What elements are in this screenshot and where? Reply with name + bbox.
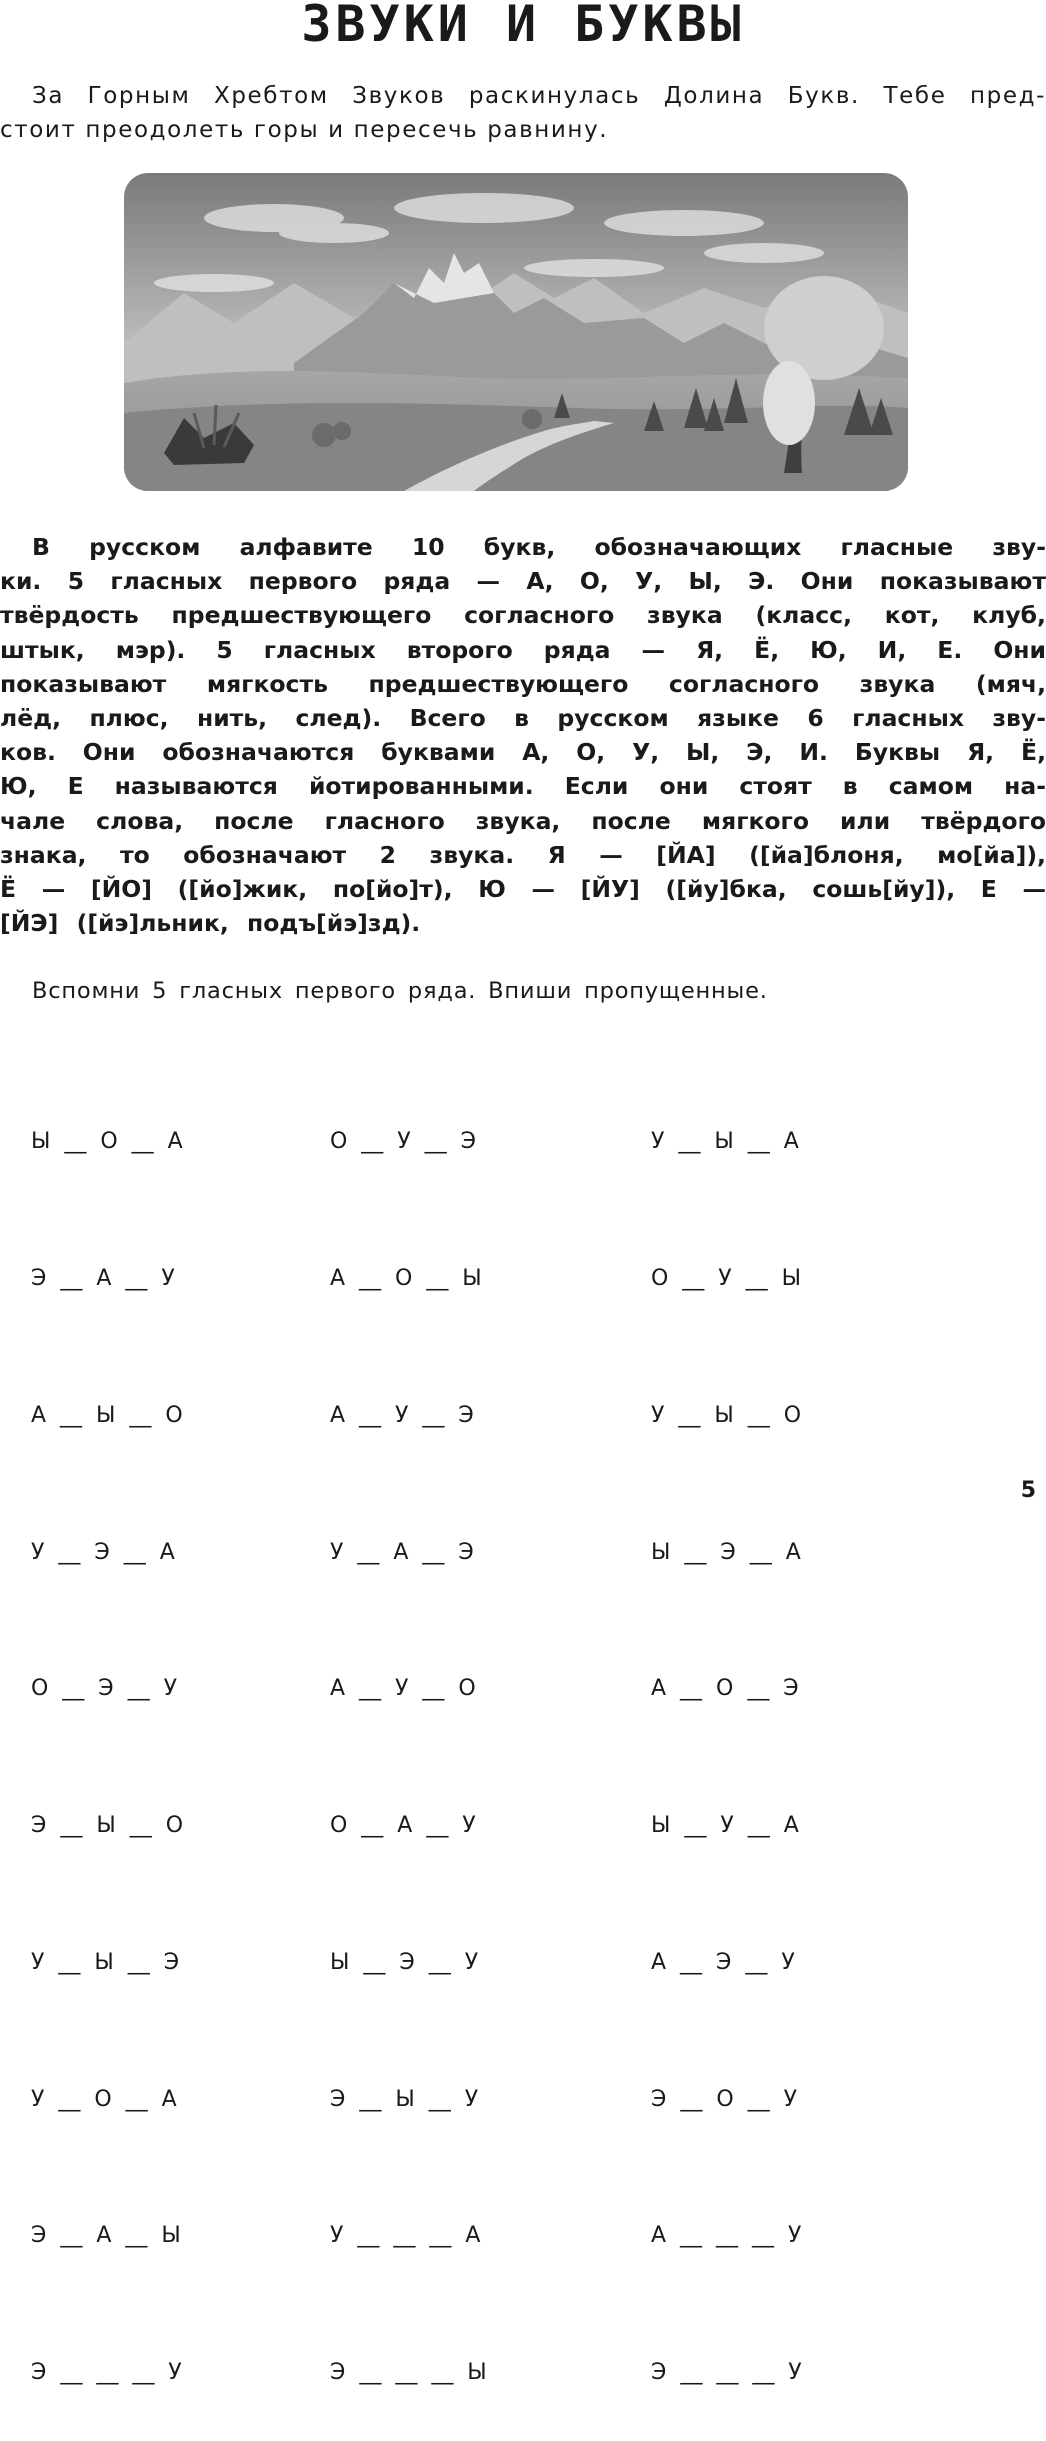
exercise-row[interactable]: Э __ __ __ У — [651, 2360, 802, 2386]
exercise-column-2 — [330, 1028, 487, 2441]
exercise-row[interactable]: А __ У __ Э — [330, 1402, 474, 1428]
exercise-row[interactable]: У __ Ы __ Э — [31, 1949, 180, 1975]
exercise-column-1 — [31, 1028, 183, 2441]
rule-paragraph — [0, 530, 1046, 940]
rule-line: твёрдость предшествующего согласного звука (класс, кот, клуб, — [0, 601, 1046, 630]
rule-line: ков. Они обозначаются буквами А, О, У, Ы, Э, И. Буквы Я, Ё, — [0, 738, 1046, 767]
exercise-row[interactable]: Э __ А __ Ы — [31, 2223, 181, 2249]
page-number: 5 — [1020, 1478, 1036, 1503]
exercise-row[interactable]: Э __ Ы __ У — [330, 2086, 479, 2112]
rule-line: чале слова, после гласного звука, после мягкого или твёрдого — [0, 806, 1046, 835]
exercise-row[interactable]: А __ О __ Ы — [330, 1265, 482, 1291]
intro-paragraph — [0, 79, 1046, 147]
rule-line: ки. 5 гласных первого ряда — А, О, У, Ы, Э. Они показывают — [0, 567, 1046, 596]
intro-line: стоит преодолеть горы и пересечь равнину. — [0, 117, 609, 143]
exercise-row[interactable]: Э __ __ __ Ы — [330, 2360, 487, 2386]
exercise-row[interactable]: А __ У __ О — [330, 1676, 476, 1702]
exercise-row[interactable]: О __ У __ Э — [330, 1129, 477, 1155]
exercise-row[interactable]: У __ Ы __ О — [651, 1402, 802, 1428]
rule-line: штык, мэр). 5 гласных второго ряда — Я, Ё, Ю, И, Е. Они — [0, 635, 1046, 664]
exercise-row[interactable]: А __ Ы __ О — [31, 1402, 183, 1428]
exercise-row[interactable]: Э __ А __ У — [31, 1265, 175, 1291]
exercise-row[interactable]: Ы __ У __ А — [651, 1813, 799, 1839]
exercise-row[interactable]: У __ __ __ А — [330, 2223, 481, 2249]
page-title: ЗВУКИ И БУКВЫ — [301, 0, 745, 53]
task-instruction: Вспомни 5 гласных первого ряда. Впиши пропущенные. — [32, 978, 768, 1004]
rule-line: Ё — [ЙО] ([йо]жик, по[йо]т), Ю — [ЙУ] ([йу]бка, сошь[йу]), Е — — [0, 875, 1046, 904]
rule-line: показывают мягкость предшествующего согласного звука (мяч, — [0, 669, 1046, 698]
exercise-row[interactable]: А __ Э __ У — [651, 1949, 795, 1975]
exercise-row[interactable]: А __ О __ Э — [651, 1676, 799, 1702]
rule-line: В русском алфавите 10 букв, обозначающих гласные зву- — [32, 533, 1046, 561]
rule-line: лёд, плюс, нить, след). Всего в русском языке 6 гласных зву- — [0, 704, 1046, 733]
exercise-row[interactable]: У __ А __ Э — [330, 1539, 474, 1565]
exercise-row[interactable]: Э __ __ __ У — [31, 2360, 182, 2386]
exercise-row[interactable]: О __ А __ У — [330, 1813, 476, 1839]
exercise-row[interactable]: У __ Э __ А — [31, 1539, 175, 1565]
intro-line: За Горным Хребтом Звуков раскинулась Долина Букв. Тебе пред- — [32, 83, 1046, 109]
exercise-row[interactable]: У __ Ы __ А — [651, 1129, 799, 1155]
exercise-row[interactable]: О __ Э __ У — [31, 1676, 178, 1702]
exercise-row[interactable]: У __ О __ А — [31, 2086, 177, 2112]
exercise-row[interactable]: Ы __ О __ А — [31, 1129, 183, 1155]
exercise-row[interactable]: Э __ Ы __ О — [31, 1813, 184, 1839]
exercise-column-3 — [651, 1028, 802, 2441]
rule-line: Ю, Е называются йотированными. Если они стоят в самом на- — [0, 772, 1046, 801]
rule-line: знака, то обозначают 2 звука. Я — [ЙА] ([йа]блоня, мо[йа]), — [0, 840, 1046, 869]
exercise-row[interactable]: Ы __ Э __ У — [330, 1949, 479, 1975]
exercise-row[interactable]: А __ __ __ У — [651, 2223, 802, 2249]
mountain-valley-illustration — [124, 173, 908, 491]
exercise-row[interactable]: Э __ О __ У — [651, 2086, 798, 2112]
rule-line: [ЙЭ] ([йэ]льник, подъ[йэ]зд). — [0, 909, 421, 938]
exercise-row[interactable]: Ы __ Э __ А — [651, 1539, 801, 1565]
exercise-row[interactable]: О __ У __ Ы — [651, 1265, 802, 1291]
